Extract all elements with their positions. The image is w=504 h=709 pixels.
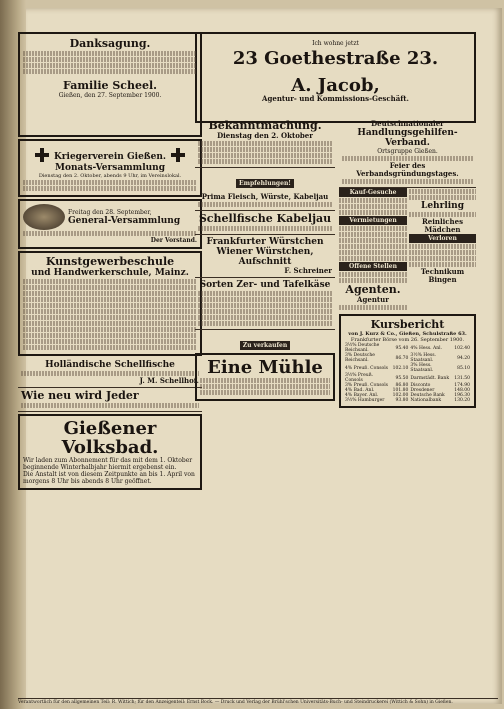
verband1: Deutschnationaler (371, 119, 444, 128)
column-1 (18, 30, 202, 693)
kaese-ad (195, 278, 335, 330)
column-2 (195, 118, 335, 693)
text-lines (23, 186, 197, 191)
school-title: Kunstgewerbeschule (45, 255, 175, 268)
dutch-seller: J. M. Schellhof. (139, 376, 199, 385)
text-lines (339, 256, 407, 261)
text-lines (198, 159, 332, 164)
text-lines (23, 309, 197, 314)
kurs-security: 3% Hess. Staatsanl. (410, 363, 434, 373)
text-lines (198, 147, 332, 152)
text-lines (21, 403, 199, 408)
text-lines (200, 390, 330, 395)
text-lines (23, 327, 197, 332)
text-lines (23, 291, 197, 296)
kauf-heading: Zu verkaufen (240, 341, 290, 350)
vorstand-sign: Der Vorstand. (150, 237, 197, 244)
maedchen: Reinliches Mädchen (421, 217, 464, 234)
footer: Verantwortlich für den allgemeinen Teil: R. Wittich; für den Anzeigenteil: Ernst Bock. — Druck und Verlag der Brühl'schen Universitäts-Buch- und Steindruckerei (Wittich & Sohn) in Gießen. (18, 698, 498, 705)
krieger-title: Kriegerverein Gießen. (53, 152, 167, 162)
emblem-icon (23, 204, 65, 230)
general-title: General-Versammlung (68, 215, 181, 226)
kurs-date: Frankfurter Börse vom 26. September 1900. (350, 337, 465, 343)
wiener: Wiener Würstchen, (216, 247, 314, 257)
text-lines (198, 141, 332, 146)
text-lines (339, 244, 407, 249)
vermietungen-heading: Vermietungen (339, 216, 407, 225)
thanks-title: Danksagung. (69, 37, 151, 50)
wie-neu: Wie neu wird Jeder (21, 389, 139, 402)
text-lines (198, 315, 332, 320)
kurs-security: 3½% Hess. Staatsanl. (410, 353, 436, 363)
text-lines (23, 345, 197, 350)
bek-ad (195, 118, 335, 168)
kurs-security: 3% Preuß. Consols (345, 383, 388, 388)
verband-ad (339, 118, 476, 188)
text-lines (339, 198, 407, 203)
kurs-value: 102.40 (454, 345, 470, 351)
kurs-row (344, 373, 471, 383)
text-lines (23, 339, 197, 344)
text-lines (198, 303, 332, 308)
bek-date: Dienstag den 2. Oktober (217, 131, 313, 140)
text-lines (198, 291, 332, 296)
text-lines (23, 231, 197, 236)
text-lines (198, 297, 332, 302)
text-lines (198, 153, 332, 158)
krieger-sub: Monats-Versammlung (54, 163, 165, 173)
iron-cross-icon (35, 148, 49, 162)
wie-neu-ad (18, 388, 202, 412)
text-lines (409, 250, 476, 255)
text-lines (339, 210, 407, 215)
text-lines (339, 226, 407, 231)
frankfurter: Frankfurter Würstchen (206, 237, 324, 247)
bath-ad (18, 414, 202, 490)
kurs-security: Dresdener (410, 388, 435, 393)
kurs-value: 196.30 (454, 393, 470, 398)
aufschnitt: Aufschnitt (238, 257, 292, 267)
verband2: Handlungsgehilfen-Verband. (357, 128, 458, 148)
text-lines (342, 156, 473, 161)
text-lines (409, 262, 476, 267)
empf-heading: Empfehlungen! (236, 179, 294, 188)
fleisch: Prima Fleisch, Würste, Kabeljau (201, 192, 329, 201)
text-lines (23, 279, 197, 284)
text-lines (409, 212, 476, 217)
kurs-sub: von J. Kurz & Co., Gießen, Schulstraße 63. (348, 331, 467, 337)
text-lines (23, 69, 197, 74)
kurs-value: 102.10 (392, 365, 409, 371)
kurs-row (344, 363, 471, 373)
thanks-signature: Familie Scheel. (63, 79, 157, 92)
business-name: A. Jacob, (291, 75, 380, 96)
text-lines (200, 378, 330, 383)
wurst-ad (195, 235, 335, 278)
krieger-ad (18, 139, 202, 197)
kauf-gesuche-heading: Kauf-Gesuche (339, 188, 407, 197)
schreiner: F. Schreiner (284, 266, 332, 275)
kurs-row (344, 353, 471, 363)
text-lines (342, 179, 473, 184)
krieger-date: Dienstag den 2. Oktober, abends 9 Uhr, im Vereinslokal. (38, 173, 182, 179)
kurs-security: 3½% Hamburger (345, 398, 385, 403)
text-lines (23, 285, 197, 290)
kurs-value: 86.70 (395, 355, 409, 361)
verband-group: Ortsgruppe Gießen. (377, 148, 438, 155)
kurs-table (344, 343, 471, 403)
iron-cross-icon (171, 148, 185, 162)
verloren-heading: Verloren (409, 234, 476, 243)
feier: Feier des Verbandsgründungstages. (356, 161, 459, 178)
text-lines (23, 180, 197, 185)
text-lines (21, 371, 199, 376)
kurs-security: 3½% Deutsche Reichsanl. (345, 343, 380, 353)
kurs-value: 85.10 (457, 365, 470, 371)
general-date: Freitag den 28. September, (68, 208, 152, 216)
thanks-ad (18, 32, 202, 137)
kurs-row (344, 398, 471, 403)
kurs-security: 4% Preuß. Consols (345, 365, 388, 371)
move-notice-ad (195, 32, 476, 123)
dutch-title: Holländische Schellfische (45, 360, 175, 370)
kabeljau: Schellfische Kabeljau (198, 212, 332, 225)
kurs-security: 4% Bad. Anl. (345, 388, 375, 393)
move-notice: Ich wohne jetzt (312, 40, 359, 47)
school-ad (18, 251, 202, 356)
text-lines (339, 232, 407, 237)
column-3 (339, 118, 476, 693)
fleisch-ad (195, 191, 335, 211)
agentur: Agentur (357, 295, 389, 304)
kurs-value: 95.50 (395, 375, 409, 381)
header-ad (195, 30, 476, 125)
kurs-value: 95.40 (395, 345, 409, 351)
kurs-security: 3% Deutsche Reichsanl. (345, 353, 375, 363)
general-ad (18, 199, 202, 249)
address: 23 Goethestraße 23. (232, 48, 439, 69)
text-lines (409, 189, 476, 194)
muehle: Eine Mühle (207, 357, 323, 378)
dutch-ad (18, 358, 202, 388)
text-lines (23, 57, 197, 62)
text-lines (339, 238, 407, 243)
text-lines (198, 309, 332, 314)
lehrling: Lehrling (420, 201, 464, 211)
bath-title: Gießener Volksbad. (61, 418, 159, 458)
text-lines (409, 256, 476, 261)
offene-stellen-heading: Offene Stellen (339, 262, 407, 271)
text-lines (339, 305, 407, 310)
kurs-security: Deutsche Bank (410, 393, 445, 398)
school-sub: und Handwerkerschule, Mainz. (31, 268, 189, 278)
text-lines (198, 226, 332, 231)
text-lines (339, 204, 407, 209)
kurs-security: Disconto (410, 383, 431, 388)
text-lines (200, 384, 330, 389)
bath-hours: Die Anstalt ist von diesem Zeitpunkte an bis 1. April von morgens 8 Uhr bis abends 8 Uhr geöffnet. (23, 471, 195, 485)
kurs-security: 3½% Preuß. Consols (345, 373, 374, 383)
text-lines (198, 321, 332, 326)
kurs-value: 130.20 (454, 398, 470, 403)
kurs-value: 94.20 (457, 355, 470, 361)
text-lines (23, 51, 197, 56)
text-lines (23, 321, 197, 326)
text-lines (409, 195, 476, 200)
kurs-value: 102.00 (392, 393, 409, 398)
text-lines (23, 315, 197, 320)
text-lines (198, 202, 332, 207)
kurs-security: 4% Hess. Anl. (410, 345, 443, 351)
text-lines (23, 333, 197, 338)
muehle-ad (195, 353, 335, 401)
kurs-ad (339, 314, 476, 408)
technikum: Technikum Bingen (420, 267, 465, 284)
kurs-security: Darmstädt. Bank (410, 375, 450, 381)
kurs-value: 148.00 (454, 388, 470, 393)
bek-title: Bekanntmachung. (208, 119, 322, 132)
text-lines (23, 303, 197, 308)
kurs-value: 101.80 (392, 388, 409, 393)
kurs-value: 174.90 (454, 383, 470, 388)
kabeljau-ad (195, 211, 335, 235)
business-type: Agentur- und Kommissions-Geschäft. (262, 94, 409, 103)
text-lines (339, 250, 407, 255)
kurs-security: 4% Bayer. Anl. (345, 393, 379, 398)
kurs-value: 86.80 (395, 383, 409, 388)
text-lines (23, 297, 197, 302)
thanks-date: Gießen, den 27. September 1900. (58, 92, 162, 99)
kurs-title: Kursbericht (370, 318, 445, 331)
sorten: Sorten Zer- und Tafelkäse (199, 280, 331, 290)
text-lines (23, 63, 197, 68)
text-lines (409, 244, 476, 249)
agenten: Agenten. (345, 283, 401, 296)
bath-text: Wir laden zum Abonnement für das mit dem 1. Oktober beginnende Winterhalbjahr hiermit ergebenst ein. (23, 457, 193, 471)
kurs-value: 131.50 (454, 375, 470, 381)
kurs-security: Nationalbank (410, 398, 442, 403)
text-lines (339, 278, 407, 283)
kurs-row (344, 343, 471, 353)
text-lines (339, 272, 407, 277)
kurs-value: 93.80 (395, 398, 409, 403)
